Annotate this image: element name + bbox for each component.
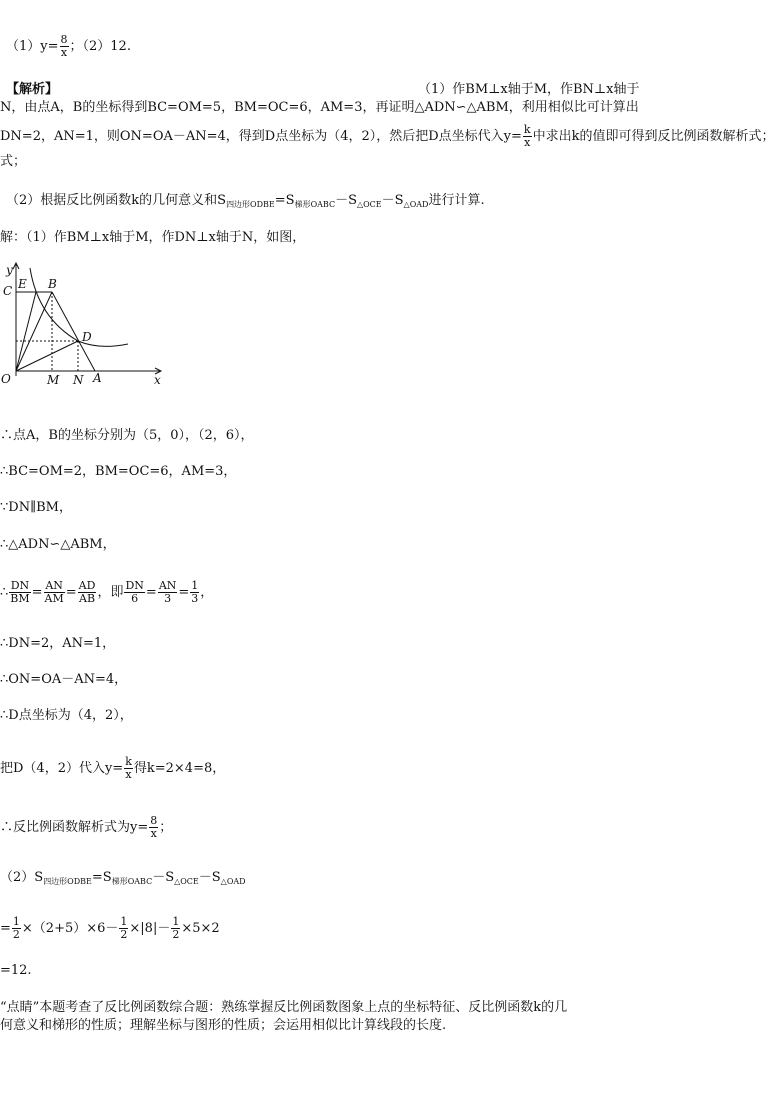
comment-line1: “点睛”本题考查了反比例函数综合题：熟练掌握反比例函数图象上点的坐标特征、反比例函数k的几 — [0, 1000, 568, 1015]
label-e: E — [18, 277, 27, 291]
answer-line — [6, 34, 131, 59]
label-y: y — [6, 263, 13, 277]
label-x: x — [154, 373, 161, 387]
step-8: ∴D点坐标为（4，2）， — [0, 708, 133, 723]
step-6: ∴DN=2，AN=1， — [0, 636, 116, 651]
part2-calculation: = $\frac{1}{2}$ ×（2+5）×6－ $\frac{1}{2}$ ×|8|－ $\frac{1}{2}$ ×5×2 — [0, 915, 220, 941]
analysis-heading: 【解析】 — [6, 82, 59, 97]
label-c: C — [3, 284, 13, 298]
label-d: D — [82, 330, 92, 344]
analysis-part2: （2）根据反比例函数k的几何意义和$S_{四边形ODBE}=S_{梯形OABC}-S_{\triangle OCE}-S_{\triangle OAD}$进行计算. — [6, 193, 485, 209]
part2-result: =12. — [0, 963, 32, 978]
step-10: ∴反比例函数解析式为y= $\frac{8}{x}$ ； — [0, 814, 173, 840]
label-a: A — [93, 371, 102, 385]
answer-part1: （1）y= — [6, 39, 59, 54]
step-7: ∴ON=OA－AN=4， — [0, 672, 128, 687]
segment-ob — [16, 292, 52, 371]
segment-oe — [16, 292, 36, 371]
analysis-line1: （1）作BM⊥x轴于M，作BN⊥x轴于 — [418, 82, 640, 97]
analysis-line2: N，由点A，B的坐标得到BC=OM=5，BM=OC=6，AM=3，再证明△ADN∽△ABM，利用相似比可计算出 — [0, 100, 639, 115]
solution-intro: 解：（1）作BM⊥x轴于M，作DN⊥x轴于N，如图， — [0, 230, 306, 245]
analysis-line4: 式； — [0, 154, 27, 169]
label-m: M — [47, 373, 60, 387]
step-9: 把D（4，2）代入y= $\frac{k}{x}$ 得k=2×4=8， — [0, 755, 226, 781]
analysis-fraction: $\frac{k}{x}$ — [523, 123, 531, 149]
part2-formula: $(2)S_{四边形ODBE}=S_{梯形OABC}-S_{\triangle OCE}-S_{\triangle OAD}$ — [0, 870, 246, 886]
step-2: ∴BC=OM=2，BM=OC=6，AM=3， — [0, 464, 237, 479]
step-1: ∴点A，B的坐标分别为（5，0），（2，6）， — [0, 428, 254, 443]
coordinate-figure — [0, 258, 175, 394]
label-o: O — [1, 372, 11, 386]
label-b: B — [48, 277, 57, 291]
step-3: ∵DN∥BM， — [0, 500, 72, 515]
segment-od — [16, 341, 78, 371]
answer-fraction: $\frac{8}{x}$ — [60, 33, 68, 59]
step-4: ∴△ADN∽△ABM， — [0, 537, 116, 552]
analysis-line3: DN=2，AN=1，则ON=OA－AN=4，得到D点坐标为（4，2），然后把D点坐标代入y= $\frac{k}{x}$ 中求出k的值即可得到反比例函数解析式； — [0, 123, 774, 149]
answer-part2: ；（2）12. — [69, 39, 131, 54]
step-5-ratio: ∴ $\frac{DN}{BM}$ = $\frac{AN}{AM}$ = $\frac{AD}{AB}$ ，即 $\frac{DN}{6}$ = $\frac{AN}{3}$ = $\frac{1}{3}$ ， — [0, 579, 214, 605]
label-n: N — [73, 373, 84, 387]
comment-line2: 何意义和梯形的性质；理解坐标与图形的性质；会运用相似比计算线段的长度. — [0, 1018, 447, 1033]
